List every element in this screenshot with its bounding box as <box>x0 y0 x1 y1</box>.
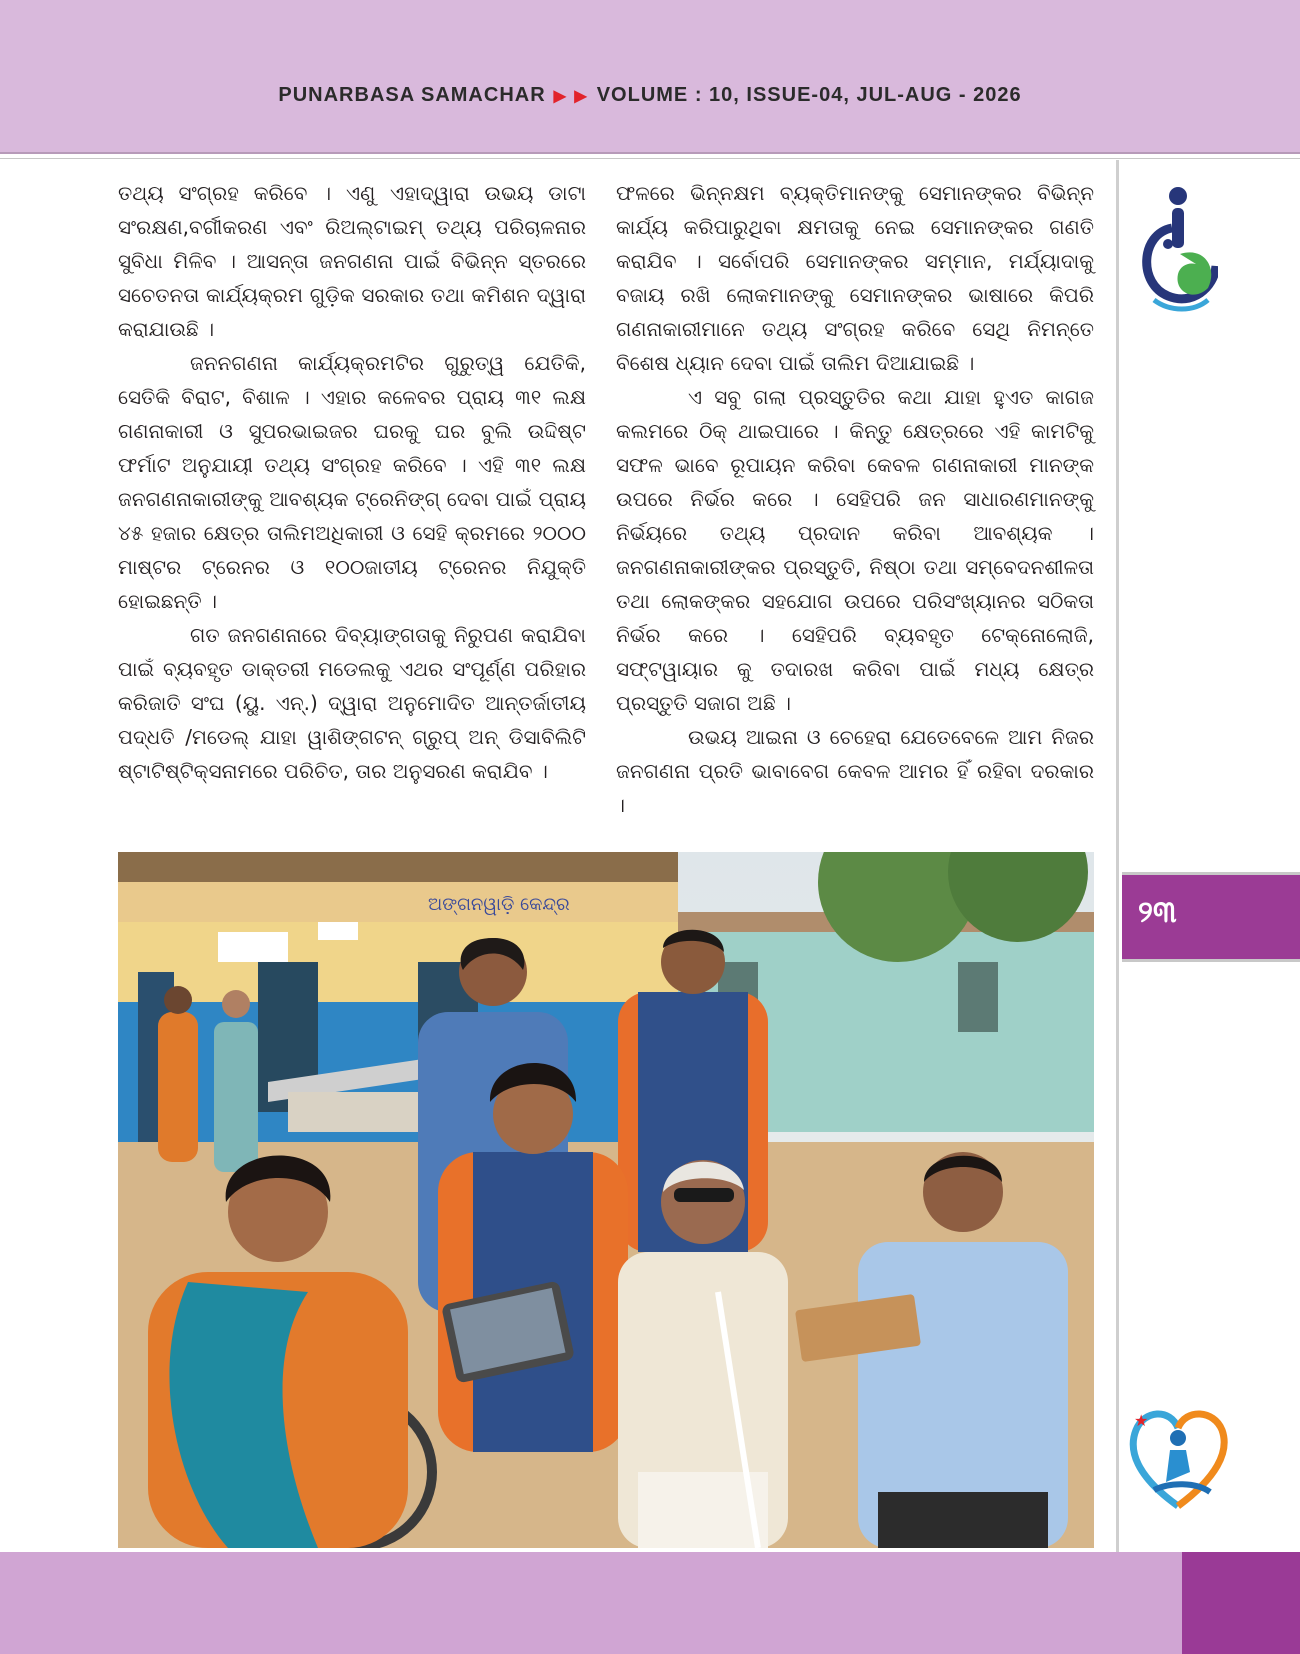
page-number-tab <box>1122 872 1300 962</box>
text-column-left <box>118 176 586 788</box>
heart-logo-icon <box>1126 1402 1230 1514</box>
text-column-right <box>616 176 1094 822</box>
paragraph: ଉଭୟ ଆଇନା ଓ ଚେହେରା ଯେତେବେଳେ ଆମ ନିଜର ଜନଗଣନା ପ୍ରତି ଭାବାବେଗ କେବଳ ଆମର ହିଁ ରହିବା ଦରକାର । <box>616 725 1094 817</box>
accessibility-logo-icon <box>1134 184 1218 324</box>
footer-corner-block <box>1182 1552 1300 1654</box>
header-rule <box>0 152 1300 154</box>
paragraph: ଫଳରେ ଭିନ୍ନକ୍ଷମ ବ୍ୟକ୍ତିମାନଙ୍କୁ ସେମାନଙ୍କର ବିଭିନ୍ନ କାର୍ଯ୍ୟ କରିପାରୁଥିବା କ୍ଷମତାକୁ ନେଇ ସେମାନଙ୍କର ଗଣତି କରାଯିବ । ସର୍ବୋପରି ସେମାନଙ୍କର ସମ୍ମାନ, ମର୍ଯ୍ୟାଦାକୁ ବଜାୟ ରଖି ଲୋକମାନଙ୍କୁ ସେମାନଙ୍କର ଭାଷାରେ କିପରି ଗଣନାକାରୀମାନେ ତଥ୍ୟ ସଂଗ୍ରହ କରିବେ ସେଥି ନିମନ୍ତେ ବିଶେଷ ଧ୍ୟାନ ଦେବା ପାଇଁ ତାଲିମ ଦିଆଯାଇଛି । <box>616 181 1094 375</box>
paragraph: ଜନନଗଣନା କାର୍ଯ୍ୟକ୍ରମଟିର ଗୁରୁତ୍ୱ ଯେତିକି, ସେତିକି ବିରାଟ, ବିଶାଳ । ଏହାର କଳେବର ପ୍ରାୟ ୩୧ ଲକ୍ଷ ଗଣନାକାରୀ ଓ ସୁପରଭାଇଜର ଘରକୁ ଘର ବୁଲି ଉଦ୍ଦିଷ୍ଟ ଫର୍ମାଟ ଅନୁଯାୟୀ ତଥ୍ୟ ସଂଗ୍ରହ କରିବେ । ଏହି ୩୧ ଲକ୍ଷ ଜନଗଣନାକାରୀଙ୍କୁ ଆବଶ୍ୟକ ଟ୍ରେନିଙ୍ଗ୍ ଦେବା ପାଇଁ ପ୍ରାୟ ୪୫ ହଜାର କ୍ଷେତ୍ର ତାଲିମଅଧିକାରୀ ଓ ସେହି କ୍ରମରେ ୨୦୦୦ ମାଷ୍ଟର ଟ୍ରେନର ଓ ୧୦୦ଜାତୀୟ ଟ୍ରେନର ନିଯୁକ୍ତି ହୋଇଛନ୍ତି । <box>118 351 586 613</box>
magazine-title: PUNARBASA SAMACHAR <box>278 84 546 106</box>
page-footer <box>0 1552 1300 1654</box>
header-line <box>0 84 1300 107</box>
census-photo <box>118 852 1094 1548</box>
paragraph: ଏ ସବୁ ଗଲା ପ୍ରସ୍ତୁତିର କଥା ଯାହା ହୁଏତ କାଗଜ କଲମରେ ଠିକ୍ ଥାଇପାରେ । କିନ୍ତୁ କ୍ଷେତ୍ରରେ ଏହି କାମଟିକୁ ସଫଳ ଭାବେ ରୂପାୟନ କରିବା କେବଳ ଗଣନାକାରୀ ମାନଙ୍କ ଉପରେ ନିର୍ଭର କରେ । ସେହିପରି ଜନ ସାଧାରଣମାନଙ୍କୁ ନିର୍ଭୟରେ ତଥ୍ୟ ପ୍ରଦାନ କରିବା ଆବଶ୍ୟକ ।ଜନଗଣନାକାରୀଙ୍କର ପ୍ରସ୍ତୁତି, ନିଷ୍ଠା ତଥା ସମ୍ବେଦନଶୀଳତା ତଥା ଲୋକଙ୍କର ସହଯୋଗ ଉପରେ ପରିସଂଖ୍ୟାନର ସଠିକତା ନିର୍ଭର କରେ । ସେହିପରି ବ୍ୟବହୃତ ଟେକ୍ନୋଲୋଜି, ସଫ୍ଟୱାୟାର କୁ ତଦାରଖ କରିବା ପାଇଁ ମଧ୍ୟ କ୍ଷେତ୍ର ପ୍ରସ୍ତୁତି ସଜାଗ ଅଛି । <box>616 385 1094 715</box>
page-header <box>0 0 1300 152</box>
paragraph: ଗତ ଜନଗଣନାରେ ଦିବ୍ୟାଙ୍ଗତାକୁ ନିରୁପଣ କରାଯିବା ପାଇଁ ବ୍ୟବହୃତ ଡାକ୍ତରୀ ମଡେଲକୁ ଏଥର ସଂପୂର୍ଣ୍ଣ ପରିହାର କରିଜାତି ସଂଘ (ୟୁ. ଏନ୍.) ଦ୍ୱାରା ଅନୁମୋଦିତ ଆନ୍ତର୍ଜାତୀୟ ପଦ୍ଧତି /ମଡେଲ୍ ଯାହା ୱାଶିଙ୍ଗଟନ୍ ଗ୍ରୁପ୍ ଅନ୍ ଡିସାବିଲିଟି ଷ୍ଟାଟିଷ୍ଟିକ୍ସନାମରେ ପରିଚିତ, ତାର ଅନୁସରଣ କରାଯିବ । <box>118 623 586 783</box>
building-sign: ଅଙ୍ଗନୱାଡ଼ି କେନ୍ଦ୍ର <box>428 894 570 915</box>
arrow-icon: ▶ ▶ <box>553 88 589 105</box>
header-rule-thin <box>0 158 1300 159</box>
paragraph: ତଥ୍ୟ ସଂଗ୍ରହ କରିବେ । ଏଣୁ ଏହାଦ୍ୱାରା ଉଭୟ ଡାଟା ସଂରକ୍ଷଣ,ବର୍ଗୀକରଣ ଏବଂ ରିଅଲ୍ଟାଇମ୍ ତଥ୍ୟ ପରିଚାଳନାର ସୁବିଧା ମିଳିବ । ଆସନ୍ତା ଜନଗଣନା ପାଇଁ ବିଭିନ୍ନ ସ୍ତରରେ ସଚେତନତା କାର୍ଯ୍ୟକ୍ରମ ଗୁଡ଼ିକ ସରକାର ତଥା କମିଶନ ଦ୍ୱାରା କରାଯାଉଛି । <box>118 181 586 341</box>
issue-info: VOLUME : 10, ISSUE-04, JUL-AUG - 2026 <box>596 84 1022 106</box>
svg-text:★: ★ <box>1134 1411 1149 1430</box>
margin-divider <box>1116 160 1119 1558</box>
page-number: ୨୩ <box>1138 895 1177 930</box>
